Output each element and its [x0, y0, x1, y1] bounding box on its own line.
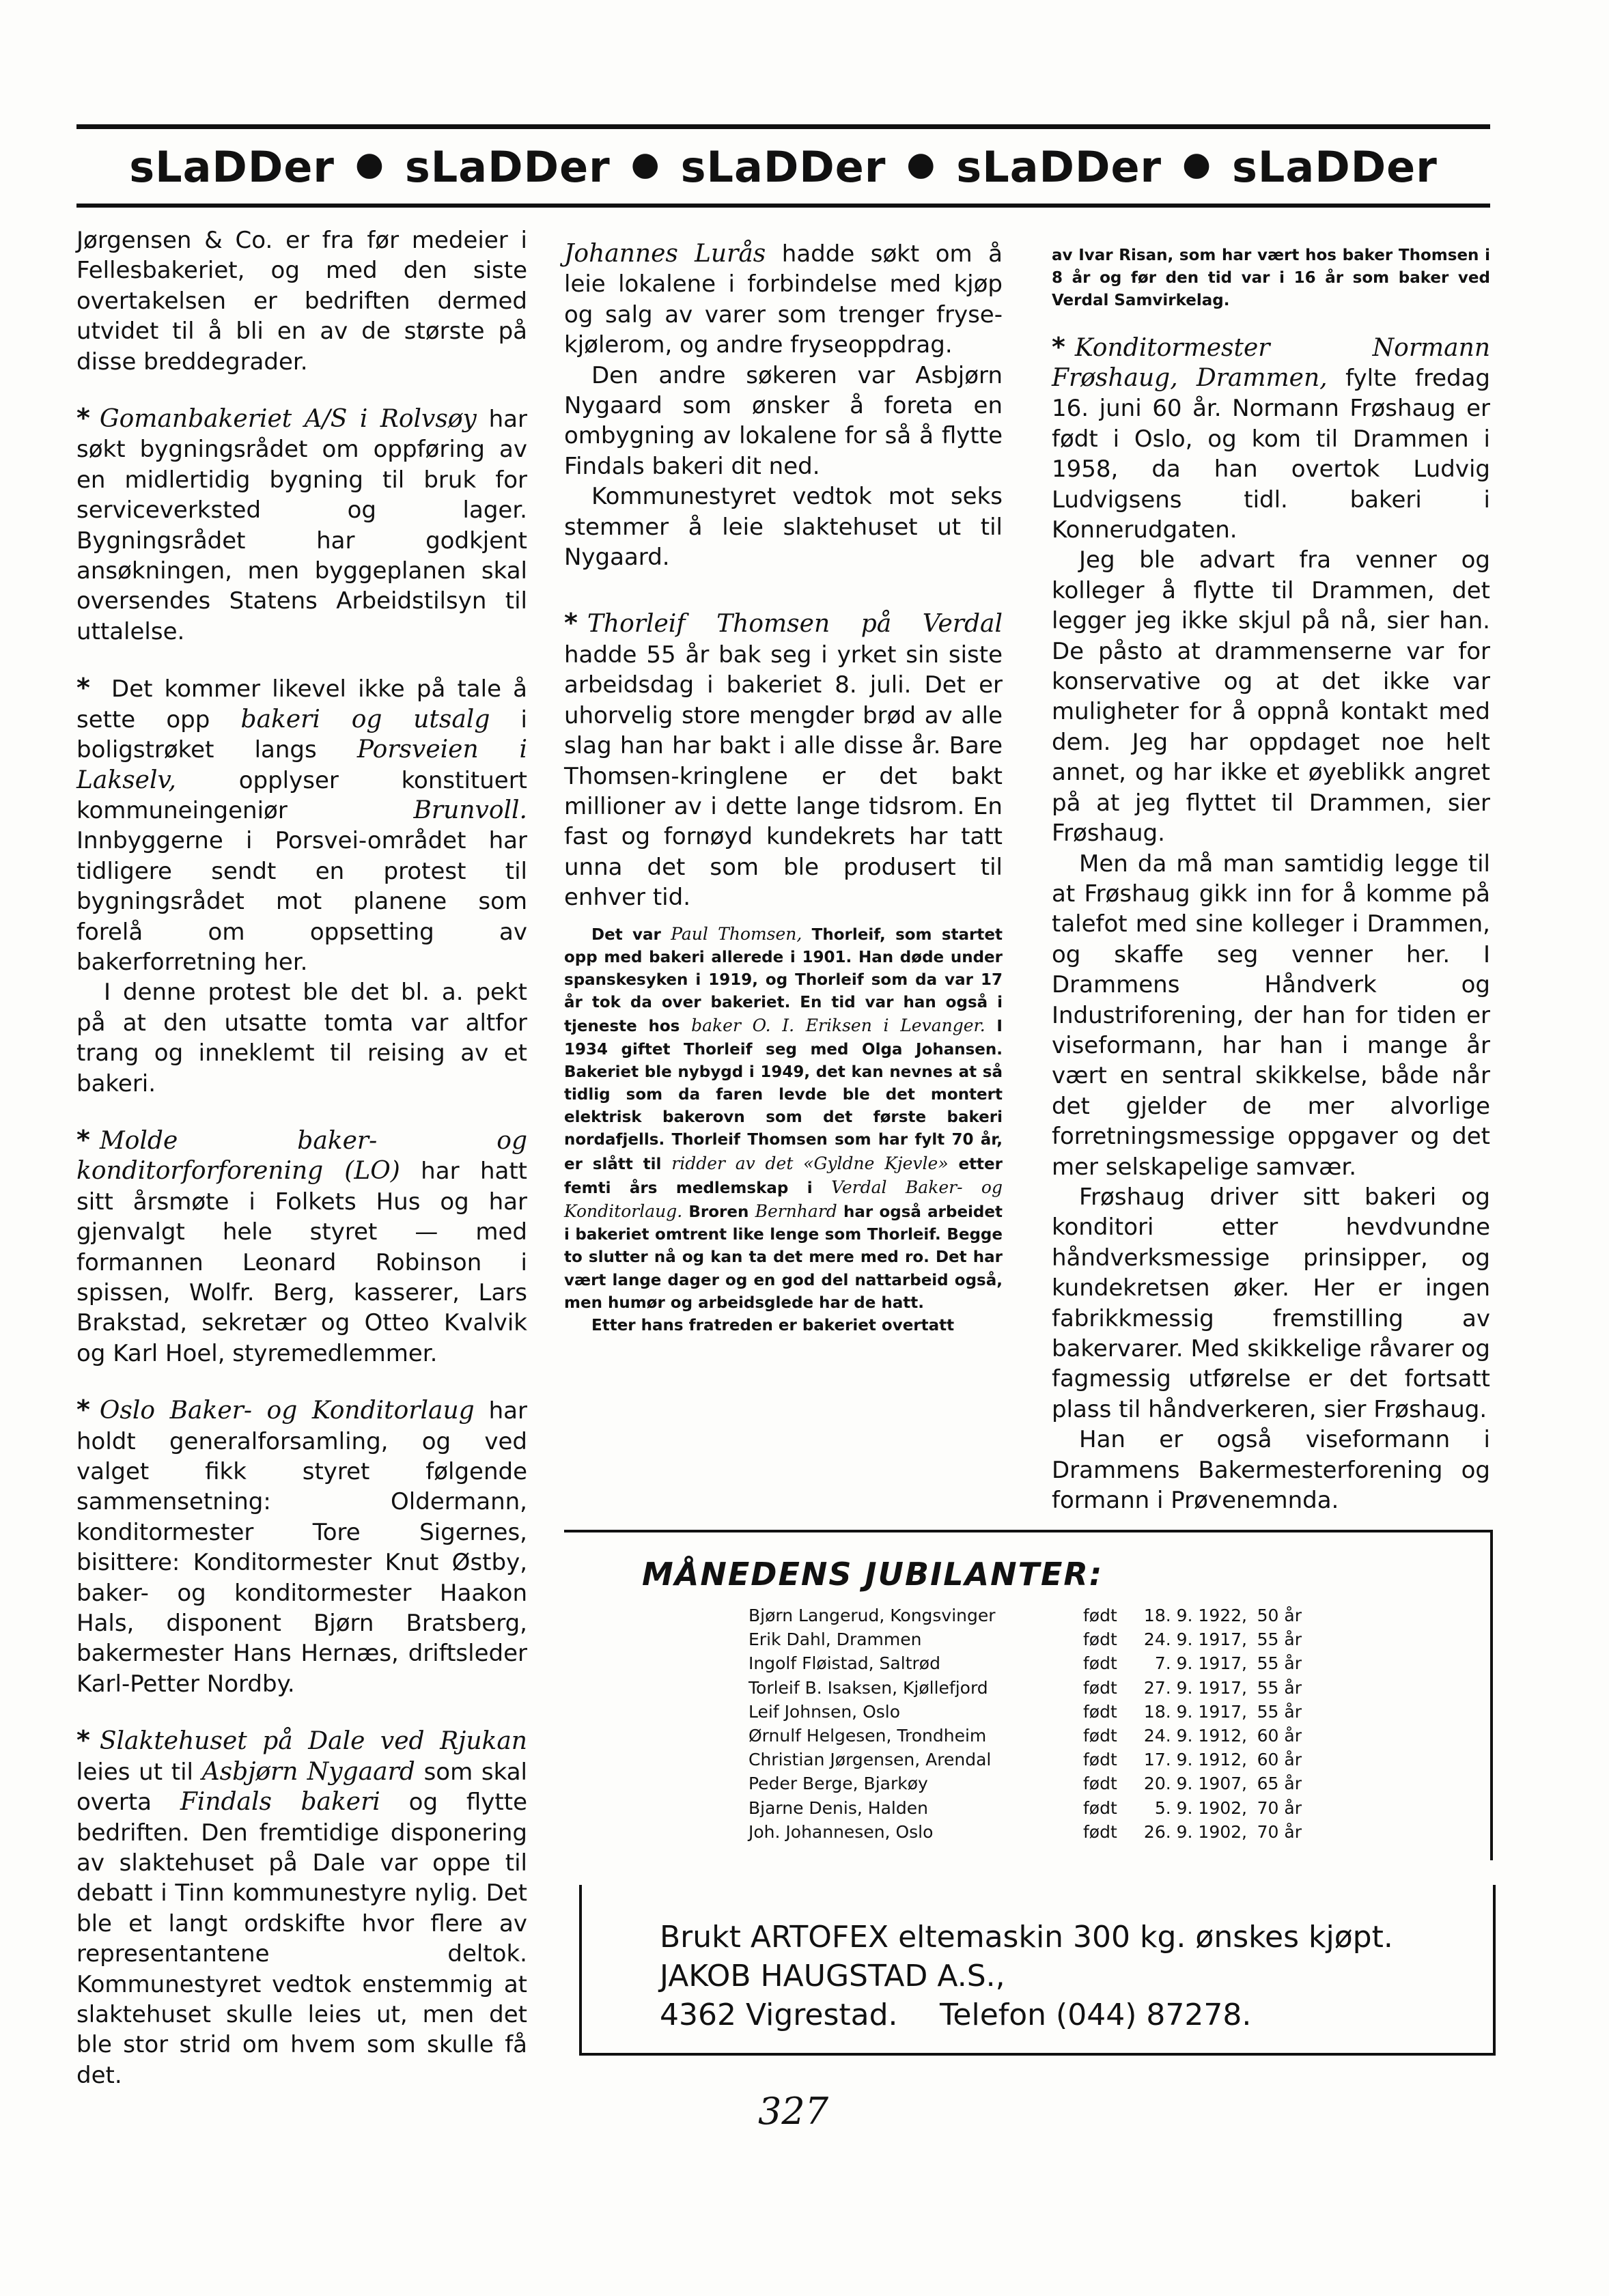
article-heading: Molde baker- og konditorforforening (LO) [76, 1126, 527, 1186]
article-body: Innbyggerne i Porsvei-området har tidligere sendt en protest til bygningsrådet mot planene som forelå om oppsetting av bakerforretning her. [76, 827, 527, 976]
masthead-word: sLaDDer [129, 141, 335, 192]
article-heading: Gomanbakeriet A/S i Rolvsøy [99, 405, 477, 434]
italic-text: bakeri og utsalg [240, 705, 490, 733]
jubilee-name: Torleif B. Isaksen, Kjøllefjord [748, 1677, 988, 1698]
jubilee-age: 70 år [1257, 1797, 1302, 1818]
article-paragraph: Frøshaug driver sitt bakeri og konditori etter hevdvundne håndverksmessige prinsipper, og kundekretsen øker. Her er ingen fabrikkmessig fremstilling av bakervarer. Med skikkelige råvarer og fagmessig utførelse er det fortsatt plass til håndverkeren, sier Frøshaug. [1052, 1183, 1490, 1423]
jubilee-row [748, 1604, 1302, 1627]
article-body: i boligstrøket langs [76, 705, 527, 764]
jubilee-date: 17. 9. 1912, [1143, 1750, 1247, 1770]
jubilee-name: Erik Dahl, Drammen [748, 1629, 922, 1650]
jubilee-age: 60 år [1257, 1726, 1302, 1746]
jubilee-age: 60 år [1257, 1750, 1302, 1770]
ad-line: Brukt ARTOFEX eltemaskin 300 kg. ønskes kjøpt. [660, 1920, 1393, 1955]
column-1 [76, 225, 527, 2090]
article-body: Thorleif, som startet opp med bakeri allerede i 1901. Han døde under spanskesyken i 1919, og Thorleif som da var 17 år tok da over bakeriet. En tid var han også i tjeneste hos [564, 925, 1003, 1036]
jubilee-born-label: født [1083, 1629, 1117, 1650]
jubilee-born-label: født [1083, 1653, 1117, 1674]
jubilee-name: Joh. Johannesen, Oslo [748, 1821, 934, 1842]
jubilee-born-label: født [1083, 1677, 1117, 1698]
jubilee-age: 65 år [1257, 1774, 1302, 1794]
jubilee-born-label: født [1083, 1797, 1117, 1818]
jubilee-row [748, 1676, 1302, 1700]
article-molde [76, 1125, 527, 1369]
masthead-word: sLaDDer [680, 141, 886, 192]
italic-text: Johannes Lurås [564, 240, 766, 268]
article-paragraph: Jeg ble advart fra venner og kolleger å flytte til Drammen, det legger jeg ikke skjul på nå, sier han. De påsto at drammenserne var for konservative og at det ikke var muligheter for å oppnå kontakt med dem. Jeg har oppdaget noe helt annet, og har ikke et øyeblikk angret på at jeg flyttet til Drammen, sier Frøshaug. [1052, 546, 1490, 848]
asterisk-icon: * [564, 608, 578, 639]
italic-text: Asbjørn Nygaard [201, 1757, 415, 1786]
bullet-icon: ● [906, 145, 936, 183]
masthead-rule-bottom [76, 204, 1490, 208]
article-slaktehuset [76, 1725, 527, 2090]
bullet-icon: ● [355, 145, 384, 183]
jubilee-date: 18. 9. 1917, [1143, 1701, 1247, 1722]
article-body: har søkt bygningsrådet om oppføring av en midlertidig bygning til bruk for serviceverksted og lager. Bygningsrådet har godkjent ansøkningen, men byggeplanen skal oversendes Statens Arbeidstilsyn til uttalelse. [76, 406, 527, 645]
article-heading: Oslo Baker- og Konditorlaug [99, 1397, 475, 1425]
jubilee-born-label: født [1083, 1606, 1117, 1625]
asterisk-icon: * [1052, 331, 1065, 362]
article-small-print: av Ivar Risan, som har vært hos baker Thomsen i 8 år og før den tid var i 16 år som baker ved Verdal Samvirkelag. [1052, 247, 1490, 310]
article-body: hadde 55 år bak seg i yrket sin siste arbeidsdag i bakeriet 8. juli. Det er uhorvelig store mengder brød av alle slag han har bakt i alle disse år. Bare Thomsen-kringlene er det bakt millioner av i dette lange tidsrom. En fast og fornøyd kundekrets har tatt unna det som ble produsert til enhver tid. [564, 641, 1003, 912]
jubilee-age: 55 år [1257, 1629, 1302, 1650]
article-body: leies ut til [76, 1758, 202, 1786]
jubilee-born-label: født [1083, 1750, 1117, 1770]
article-heading: Konditormester Normann Frøshaug, Drammen, [1052, 333, 1490, 393]
advertisement-text [660, 1918, 1393, 2034]
jubilee-date: 26. 9. 1902, [1143, 1821, 1247, 1842]
ad-address: 4362 Vigrestad. [660, 1998, 898, 2032]
asterisk-icon: * [76, 673, 90, 703]
italic-text: Bernhard [755, 1201, 837, 1221]
jubilee-name: Bjarne Denis, Halden [748, 1797, 928, 1818]
article-small-print: Etter hans fratreden er bakeriet overtatt [591, 1316, 955, 1334]
article-body: fylte fredag 16. juni 60 år. Normann Frøshaug er født i Oslo, og kom til Drammen i 1958, da han overtok Ludvig Ludvigsens tidl. bakeri i Konnerudgaten. [1052, 365, 1491, 544]
article-small-print [564, 923, 1003, 1315]
italic-text: ridder av det «Gyldne Kjevle» [671, 1153, 949, 1173]
article-oslo-laug [76, 1395, 527, 1699]
intro-paragraph: Jørgensen & Co. er fra før medeier i Fellesbakeriet, og med den siste overtakelsen er bedriften dermed utvidet til å bli en av de største på disse breddegrader. [76, 227, 527, 376]
jubilee-date: 24. 9. 1912, [1143, 1726, 1247, 1746]
ad-line: JAKOB HAUGSTAD A.S., [660, 1959, 1005, 1993]
article-froshaug [1052, 332, 1490, 546]
ad-phone: Telefon (044) 87278. [940, 1998, 1252, 2032]
article-porsveien [76, 673, 527, 977]
jubilee-row [748, 1748, 1302, 1772]
article-paragraph: Den andre søkeren var Asbjørn Nygaard som ønsker å foreta en ombygning av lokalene for så å flytte Findals bakeri dit ned. [564, 361, 1003, 480]
jubilee-age: 55 år [1257, 1677, 1302, 1698]
asterisk-icon: * [76, 1725, 90, 1756]
masthead-word: sLaDDer [1232, 141, 1438, 192]
masthead-word: sLaDDer [404, 141, 611, 192]
jubilee-date: 18. 9. 1922, [1143, 1606, 1247, 1625]
jubilee-born-label: født [1083, 1701, 1117, 1722]
article-thorleif [564, 608, 1003, 912]
italic-text: baker O. I. Eriksen i Levanger. [691, 1016, 985, 1036]
article-body: Det kommer likevel ikke på tale å sette opp [76, 675, 527, 733]
jubilee-date: 20. 9. 1907, [1143, 1774, 1247, 1794]
article-body: som skal overta [76, 1758, 528, 1817]
jubilee-born-label: født [1083, 1821, 1117, 1842]
article-body: Broren [682, 1203, 755, 1221]
italic-text: Paul Thomsen, [671, 923, 802, 944]
jubilee-date: 27. 9. 1917, [1143, 1677, 1247, 1698]
italic-text: Findals bakeri [180, 1788, 380, 1817]
page-number: 327 [758, 2090, 829, 2133]
ad-line [660, 1996, 1393, 2034]
bullet-icon: ● [1182, 145, 1212, 183]
jubilee-age: 55 år [1257, 1701, 1302, 1722]
jubilee-age: 70 år [1257, 1821, 1302, 1842]
article-gomanbakeriet [76, 403, 527, 647]
article-body: har også arbeidet i bakeriet omtrent like lenge som Thorleif. Begge to slutter nå og kan ta det mere med ro. Det har vært lange dager og en god del nattarbeid også, men humør og arbeidsglede har de hatt. [564, 1203, 1003, 1312]
article-body: hadde søkt om å leie lokalene i forbindelse med kjøp og salg av varer som trenger fryse-kjølerom, og andre fryseoppdrag. [564, 240, 1003, 359]
jubilee-born-label: født [1083, 1726, 1117, 1746]
jubilee-name: Ørnulf Helgesen, Trondheim [748, 1726, 987, 1746]
article-body: I 1934 giftet Thorleif seg med Olga Johansen. Bakeriet ble nybygd i 1949, det kan nevnes at så tidlig som da faren levde ble det montert elektrisk bakerovn som det første bakeri nordafjells. Thorleif Thomsen som har fylt 70 år, er slått til [564, 1018, 1003, 1173]
article-heading: Thorleif Thomsen på Verdal [587, 610, 1003, 639]
jubilee-age: 50 år [1257, 1606, 1302, 1625]
column-2 [564, 239, 1003, 1337]
jubilee-date: 5. 9. 1902, [1154, 1797, 1247, 1818]
article-paragraph: Men da må man samtidig legge til at Frøshaug gikk inn for å komme på talefot med sine kolleger i Drammen, og skaffe seg venner her. I Drammens Håndverk og Industriforening, der han for tiden er viseformann, har han i mange år vært en sentral skikkelse, både når det gjelder de mer alvorlige forretningsmessige oppgaver og det mer selskapelige samvær. [1052, 850, 1490, 1181]
jubilee-row [748, 1796, 1302, 1820]
jubilee-date: 24. 9. 1917, [1143, 1629, 1247, 1650]
masthead-rule-top [76, 124, 1490, 129]
article-paragraph: Han er også viseformann i Drammens Bakermesterforening og formann i Prøvenemnda. [1052, 1426, 1490, 1515]
jubilee-row [748, 1627, 1302, 1651]
masthead [76, 131, 1490, 202]
article-heading: Slaktehuset på Dale ved Rjukan [99, 1727, 527, 1756]
italic-text: Porsveien i Lakselv, [76, 736, 528, 794]
article-body: og flytte bedriften. Den fremtidige disponering av slaktehuset på Dale var oppe til debatt i Tinn kommunestyre nylig. Det ble et langt ordskifte hvor flere av representantene deltok. Kommunestyret vedtok enstemmig at slaktehuset skulle leies ut, men det ble stor strid om hvem som skulle få det. [76, 1789, 527, 2089]
jubilee-name: Bjørn Langerud, Kongsvinger [748, 1606, 996, 1625]
asterisk-icon: * [76, 1124, 90, 1155]
jubilee-name: Peder Berge, Bjarkøy [748, 1774, 928, 1794]
article-continuation [564, 239, 1003, 361]
asterisk-icon: * [76, 1395, 90, 1425]
masthead-word: sLaDDer [956, 141, 1162, 192]
jubilee-born-label: født [1083, 1774, 1117, 1794]
jubilee-date: 7. 9. 1917, [1154, 1653, 1247, 1674]
column-3 [1052, 244, 1490, 1515]
article-body: Det var [591, 925, 671, 944]
italic-text: Verdal Baker- og Konditorlaug. [564, 1177, 1003, 1221]
italic-text: Brunvoll. [413, 796, 527, 824]
jubilee-row [748, 1724, 1302, 1748]
asterisk-icon: * [76, 403, 90, 434]
jubilee-title: MÅNEDENS JUBILANTER: [642, 1556, 1104, 1593]
article-body: etter femti års medlemskap i [564, 1155, 1003, 1197]
jubilee-row [748, 1772, 1302, 1795]
article-body: har holdt generalforsamling, og ved valget fikk styret følgende sammensetning: Oldermann, konditormester Tore Sigernes, bisittere: Konditormester Knut Østby, baker- og konditormester Haakon Hals, disponent Bjørn Bratsberg, bakermester Hans Hernæs, driftsleder Karl-Petter Nordby. [76, 1397, 527, 1698]
jubilee-age: 55 år [1257, 1653, 1302, 1674]
bullet-icon: ● [630, 145, 660, 183]
jubilee-name: Ingolf Fløistad, Saltrød [748, 1653, 940, 1674]
article-paragraph: Kommunestyret vedtok mot seks stemmer å leie slaktehuset ut til Nygaard. [564, 483, 1003, 572]
article-body: opplyser konstituert kommuneingeniør [76, 766, 527, 824]
article-body: har hatt sitt årsmøte i Folkets Hus og har gjenvalgt hele styret — med formannen Leonard Robinson i spissen, Wolfr. Berg, kasserer, Lars Brakstad, sekretær og Otteo Kvalvik og Karl Hoel, styremedlemmer. [76, 1158, 527, 1367]
article-paragraph: I denne protest ble det bl. a. pekt på at den utsatte tomta var altfor trang og inneklemt til reising av et bakeri. [76, 979, 527, 1097]
jubilee-row [748, 1700, 1302, 1724]
jubilee-table [748, 1604, 1302, 1844]
jubilee-row [748, 1651, 1302, 1675]
jubilee-row [748, 1820, 1302, 1844]
jubilee-name: Leif Johnsen, Oslo [748, 1701, 901, 1722]
jubilee-name: Christian Jørgensen, Arendal [748, 1750, 992, 1770]
